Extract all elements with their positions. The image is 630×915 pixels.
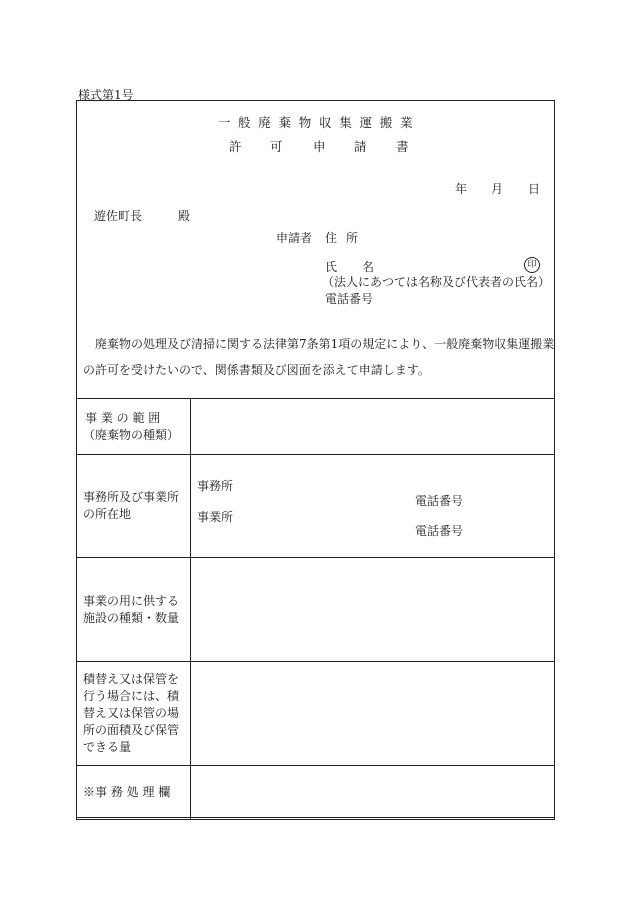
value-location[interactable] [191, 455, 555, 558]
applicant-label: 申請者 [276, 231, 313, 245]
value-storage[interactable] [191, 662, 555, 766]
addressee: 遊佐町長 [94, 209, 143, 223]
title-char: 許 [229, 139, 242, 154]
applicant-phone-label: 電話番号 [325, 292, 374, 306]
value-business-scope[interactable] [191, 399, 555, 455]
table-row [77, 766, 555, 820]
site-phone-label: 電話番号 [415, 524, 464, 538]
corporate-note: （法人にあつては名称及び代表者の氏名） [322, 275, 551, 289]
row-label-facilities: 事業の用に供する施設の種類・数量 [77, 558, 191, 662]
row-label-storage: 積替え又は保管を行う場合には、積替え又は保管の場所の面積及び保管できる量 [77, 662, 191, 766]
seal-icon: 印 [524, 257, 540, 273]
label-line: （廃棄物の種類） [83, 427, 180, 442]
form-title-line1: 一般廃棄物収集運搬業 [217, 115, 421, 130]
title-char: 可 [270, 139, 283, 154]
name-label: 名 [362, 260, 375, 274]
application-table [76, 398, 555, 820]
label-line: 事 業 の 範 囲 [85, 410, 161, 425]
office-label: 事務所 [197, 479, 234, 493]
table-row [77, 558, 555, 662]
honorific: 殿 [178, 209, 191, 223]
office-phone-label: 電話番号 [415, 494, 464, 508]
table-row [77, 662, 555, 766]
table-row [77, 399, 555, 455]
row-label-location: 事務所及び事業所の所在地 [77, 455, 191, 558]
form-number: 様式第1号 [78, 88, 134, 102]
site-label: 事業所 [197, 510, 234, 524]
address-label: 所 [346, 231, 359, 245]
title-char: 請 [354, 139, 367, 154]
title-char: 書 [396, 139, 409, 154]
value-facilities[interactable] [191, 558, 555, 662]
table-row [77, 455, 555, 558]
date-year: 年 [455, 182, 468, 196]
row-label-office-use: ※事 務 処 理 欄 [77, 766, 191, 820]
date-month: 月 [491, 182, 504, 196]
application-statement: 廃棄物の処理及び清掃に関する法律第7条第1項の規定により、一般廃棄物収集運搬業の許可を受けたいので、関係書類及び図面を添えて申請します。 [83, 337, 555, 377]
name-label: 氏 [325, 260, 338, 274]
row-label-business-scope [77, 399, 191, 455]
value-office-use[interactable] [191, 766, 555, 820]
address-label: 住 [325, 231, 338, 245]
date-day: 日 [528, 182, 541, 196]
title-char: 申 [313, 139, 326, 154]
